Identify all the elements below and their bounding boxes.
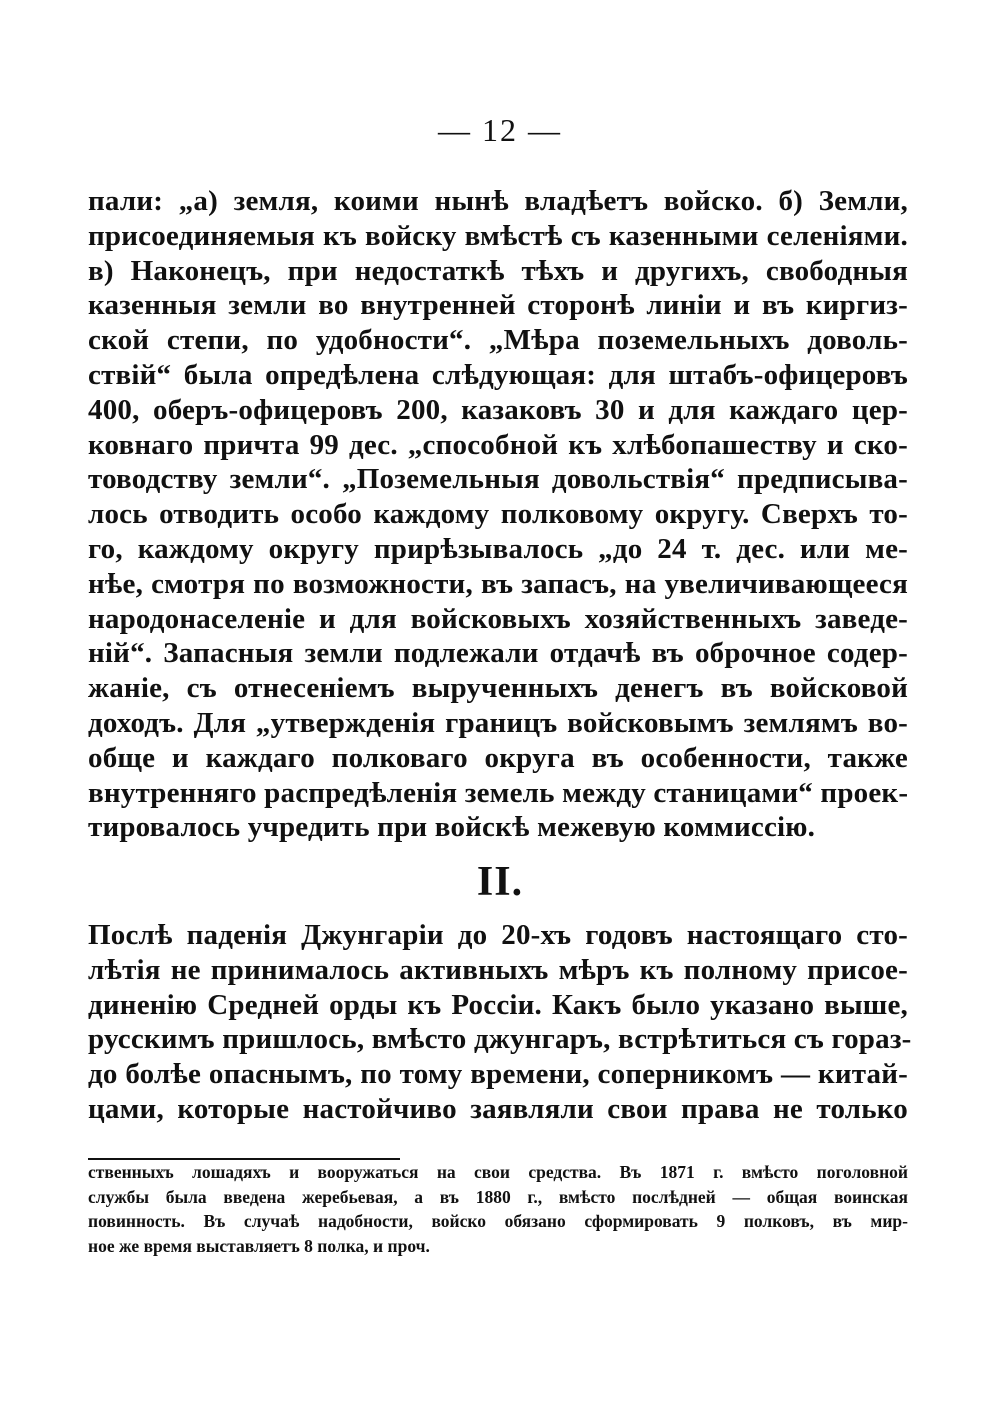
- footnote-line: повинность. Въ случаѣ надобности, войско обязано сформировать 9 полковъ, въ мир-: [88, 1211, 908, 1231]
- paragraph-1: [88, 184, 908, 845]
- paragraph-2: [88, 918, 912, 1127]
- text-line: нѣе, смотря по возможности, въ запасъ, на увеличивающееся: [88, 567, 908, 600]
- text-line: 400, оберъ-офицеровъ 200, казаковъ 30 и для каждаго цер-: [88, 393, 908, 426]
- text-line: цами, которые настойчиво заявляли свои права не только: [88, 1092, 908, 1125]
- footnote-line: службы была введена жеребьевая, а въ 1880 г., вмѣсто послѣдней — общая воинская: [88, 1186, 908, 1207]
- text-line: в) Наконецъ, при недостаткѣ тѣхъ и другихъ, свободныя: [88, 254, 908, 287]
- text-line: обще и каждаго полковаго округа въ особенности, также: [88, 741, 908, 774]
- text-line: го, каждому округу прирѣзывалось „до 24 т. дес. или ме-: [88, 532, 908, 565]
- footnote-line: ное же время выставляетъ 8 полка, и проч.: [88, 1235, 430, 1256]
- text-line: народонаселеніе и для войсковыхъ хозяйственныхъ заведе-: [88, 602, 908, 635]
- text-line: Послѣ паденія Джунгаріи до 20-хъ годовъ настоящаго сто-: [88, 919, 908, 951]
- text-line: лѣтія не принималось активныхъ мѣръ къ полному присое-: [88, 953, 908, 986]
- text-line: доходъ. Для „утвержденія границъ войсковымъ землямъ во-: [88, 706, 908, 739]
- text-line: присоединяемыя къ войску вмѣстѣ съ казенными селеніями.: [88, 219, 908, 252]
- footnote-line: ственныхъ лошадяхъ и вооружаться на свои средства. Въ 1871 г. вмѣсто поголовной: [88, 1162, 908, 1182]
- text-line: жаніе, съ отнесеніемъ вырученныхъ денегъ въ войсковой: [88, 672, 908, 705]
- text-line: внутренняго распредѣленія земель между станицами“ проек-: [88, 776, 909, 809]
- text-line: до болѣе опаснымъ, по тому времени, соперникомъ — китай-: [88, 1058, 908, 1091]
- text-line: казенныя земли во внутренней сторонѣ линіи и въ киргиз-: [88, 289, 908, 322]
- text-line: товодству земли“. „Поземельныя довольствія“ предписыва-: [88, 463, 908, 496]
- text-line: пали: „а) земля, коими нынѣ владѣетъ войско. б) Земли,: [88, 185, 908, 217]
- text-line: диненію Средней орды къ Россіи. Какъ было указано выше,: [88, 988, 908, 1021]
- text-line: русскимъ пришлось, вмѣсто джунгаръ, встрѣтиться съ гораз-: [88, 1023, 912, 1056]
- text-line: ствій“ была опредѣлена слѣдующая: для штабъ-офицеровъ: [88, 358, 908, 391]
- section-heading: II.: [476, 859, 524, 905]
- text-line: лось отводить особо каждому полковому округу. Сверхъ то-: [88, 498, 908, 531]
- page-number: — 12 —: [438, 112, 562, 148]
- text-line: тировалось учредить при войскѣ межевую коммиссію.: [88, 811, 816, 844]
- text-line: ской степи, по удобности“. „Мѣра поземельныхъ доволь-: [88, 324, 908, 357]
- text-line: ній“. Запасныя земли подлежали отдачѣ въ оброчное содер-: [88, 637, 908, 670]
- text-line: ковнаго причта 99 дес. „способной къ хлѣбопашеству и ско-: [88, 428, 908, 461]
- footnote: [88, 1160, 908, 1258]
